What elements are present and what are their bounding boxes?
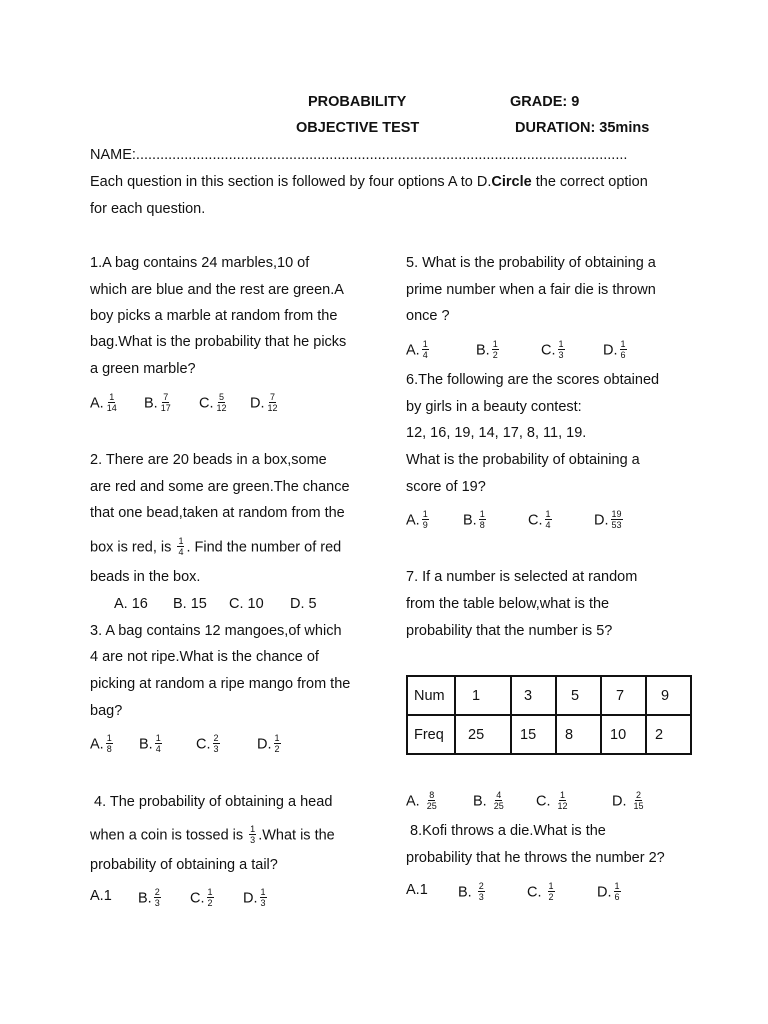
instructions-emphasis: Circle [491,174,532,190]
q7-option-a[interactable]: A. $\frac{8}{25}$ [406,790,437,811]
q2-option-b[interactable]: B. 15 [173,596,207,612]
table-cell: 15 [511,715,556,754]
q3-option-a[interactable]: A. $\frac{1}{8}$ [90,733,112,754]
table-row [407,715,691,754]
table-cell: 1 [455,676,511,715]
frequency-table [406,675,692,755]
table-cell: 25 [455,715,511,754]
q8-option-d[interactable]: D. $\frac{1}{6}$ [597,881,620,902]
test-subtitle: OBJECTIVE TEST [296,120,420,136]
q5-option-a[interactable]: A. $\frac{1}{4}$ [406,339,428,360]
q6-option-c[interactable]: C. $\frac{1}{4}$ [528,509,551,530]
table-cell: 10 [601,715,646,754]
q6-option-d[interactable]: D. $\frac{19}{53}$ [594,509,622,530]
q8-option-a[interactable]: A.1 [406,882,428,898]
q3-option-d[interactable]: D. $\frac{1}{2}$ [257,733,280,754]
q5-option-c[interactable]: C. $\frac{1}{3}$ [541,339,564,360]
name-dotted-line: .......................................................................................................................... [135,147,628,163]
q2-option-c[interactable]: C. 10 [229,596,264,612]
table-cell: Freq [407,715,455,754]
q1-option-c[interactable]: C. $\frac{5}{12}$ [199,392,227,413]
table-cell: 7 [601,676,646,715]
table-cell: 9 [646,676,691,715]
q7-option-c[interactable]: C. $\frac{1}{12}$ [536,790,568,811]
name-label: NAME: [90,147,136,163]
q6-option-b[interactable]: B. $\frac{1}{8}$ [463,509,485,530]
q1-option-a[interactable]: A. $\frac{1}{14}$ [90,392,117,413]
q7-option-b[interactable]: B. $\frac{4}{25}$ [473,790,504,811]
q1-option-b[interactable]: B. $\frac{7}{17}$ [144,392,171,413]
q6-option-a[interactable]: A. $\frac{1}{9}$ [406,509,428,530]
table-cell: 8 [556,715,601,754]
name-field[interactable] [90,147,627,163]
q2-option-d[interactable]: D. 5 [290,596,317,612]
table-cell: 5 [556,676,601,715]
q3-option-c[interactable]: C. $\frac{2}{3}$ [196,733,219,754]
table-cell: 2 [646,715,691,754]
q4-option-a[interactable]: A.1 [90,888,112,904]
table-cell: 3 [511,676,556,715]
instructions-line1: Each question in this section is followed by four options A to D.Circle the correct option [90,174,648,190]
test-title: PROBABILITY [308,94,407,110]
q7-option-d[interactable]: D. $\frac{2}{15}$ [612,790,644,811]
table-cell: Num [407,676,455,715]
table-row [407,676,691,715]
q5-option-d[interactable]: D. $\frac{1}{6}$ [603,339,626,360]
q8-option-c[interactable]: C. $\frac{1}{2}$ [527,881,554,902]
q5-option-b[interactable]: B. $\frac{1}{2}$ [476,339,498,360]
q8-option-b[interactable]: B. $\frac{2}{3}$ [458,881,484,902]
duration-label: DURATION: 35mins [515,120,650,136]
q4-option-b[interactable]: B. $\frac{2}{3}$ [138,887,160,908]
instructions-line2: for each question. [90,201,206,217]
q4-option-c[interactable]: C. $\frac{1}{2}$ [190,887,213,908]
q1-option-d[interactable]: D. $\frac{7}{12}$ [250,392,278,413]
grade-label: GRADE: 9 [510,94,580,110]
q4-option-d[interactable]: D. $\frac{1}{3}$ [243,887,266,908]
q2-option-a[interactable]: A. 16 [114,596,148,612]
q3-option-b[interactable]: B. $\frac{1}{4}$ [139,733,161,754]
